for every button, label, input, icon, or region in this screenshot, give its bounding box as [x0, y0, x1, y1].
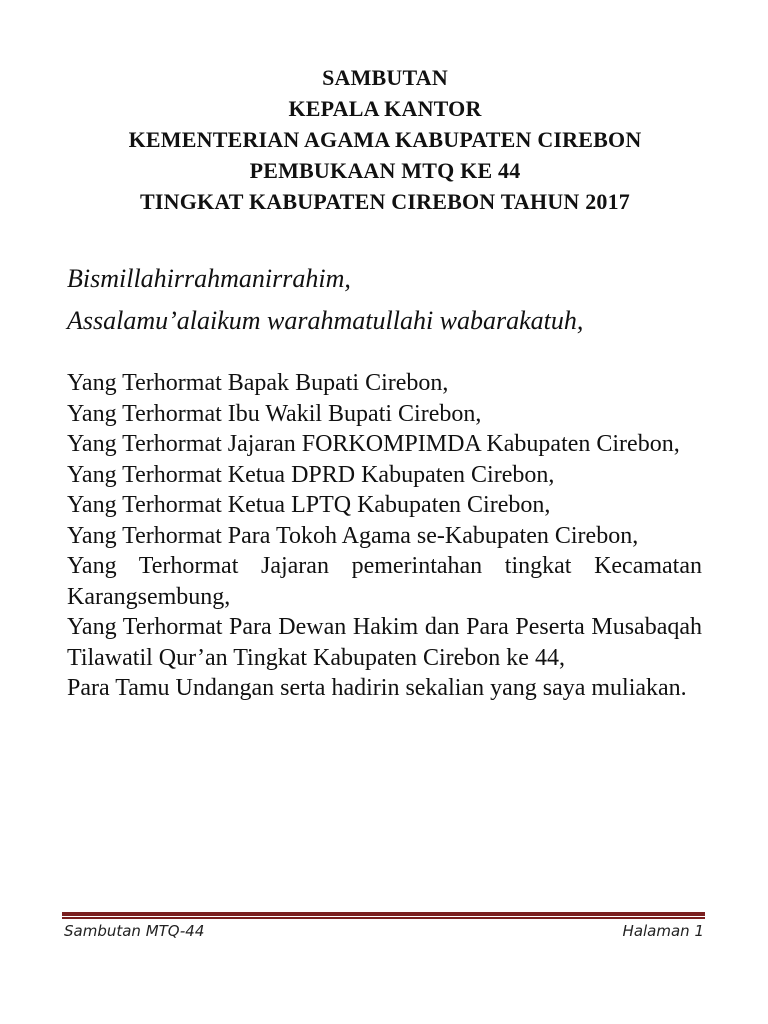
addressee-item: Yang Terhormat Para Tokoh Agama se-Kabupaten Cirebon, — [67, 522, 639, 549]
addressee-item: Yang Terhormat Ibu Wakil Bupati Cirebon, — [67, 400, 482, 427]
document-title — [60, 62, 710, 217]
basmalah-line: Bismillahirrahmanirrahim, — [67, 264, 351, 293]
opening-greeting — [67, 258, 707, 342]
addressee-item: Yang Terhormat Jajaran FORKOMPIMDA Kabupaten Cirebon, — [67, 431, 680, 457]
addressee-item: Yang Terhormat Jajaran pemerintahan tingkat Kecamatan Karangsembung, — [67, 553, 702, 610]
title-line: SAMBUTAN — [322, 65, 448, 90]
title-line: TINGKAT KABUPATEN CIREBON TAHUN 2017 — [139, 189, 631, 214]
page-footer — [64, 920, 704, 944]
salam-line: Assalamu’alaikum warahmatullahi wabarakatuh, — [67, 306, 584, 335]
addressee-item: Para Tamu Undangan serta hadirin sekalian yang saya muliakan. — [67, 675, 687, 701]
footer-divider — [62, 912, 705, 919]
addressee-item: Yang Terhormat Ketua LPTQ Kabupaten Cirebon, — [67, 492, 551, 518]
addressee-list — [67, 368, 702, 704]
footer-document-name: Sambutan MTQ-44 — [64, 922, 205, 940]
footer-divider-thick — [62, 912, 705, 916]
addressee-item: Yang Terhormat Bapak Bupati Cirebon, — [67, 370, 449, 396]
footer-page-number: Halaman 1 — [622, 922, 704, 940]
title-line: KEMENTERIAN AGAMA KABUPATEN CIREBON — [128, 127, 642, 152]
footer-divider-thin — [62, 917, 705, 919]
title-line: KEPALA KANTOR — [288, 96, 482, 121]
addressee-item: Yang Terhormat Para Dewan Hakim dan Para Peserta Musabaqah Tilawatil Qur’an Tingkat Kabupaten Cirebon ke 44, — [67, 614, 702, 671]
title-line: PEMBUKAAN MTQ KE 44 — [249, 158, 521, 183]
addressee-item: Yang Terhormat Ketua DPRD Kabupaten Cirebon, — [67, 461, 555, 488]
